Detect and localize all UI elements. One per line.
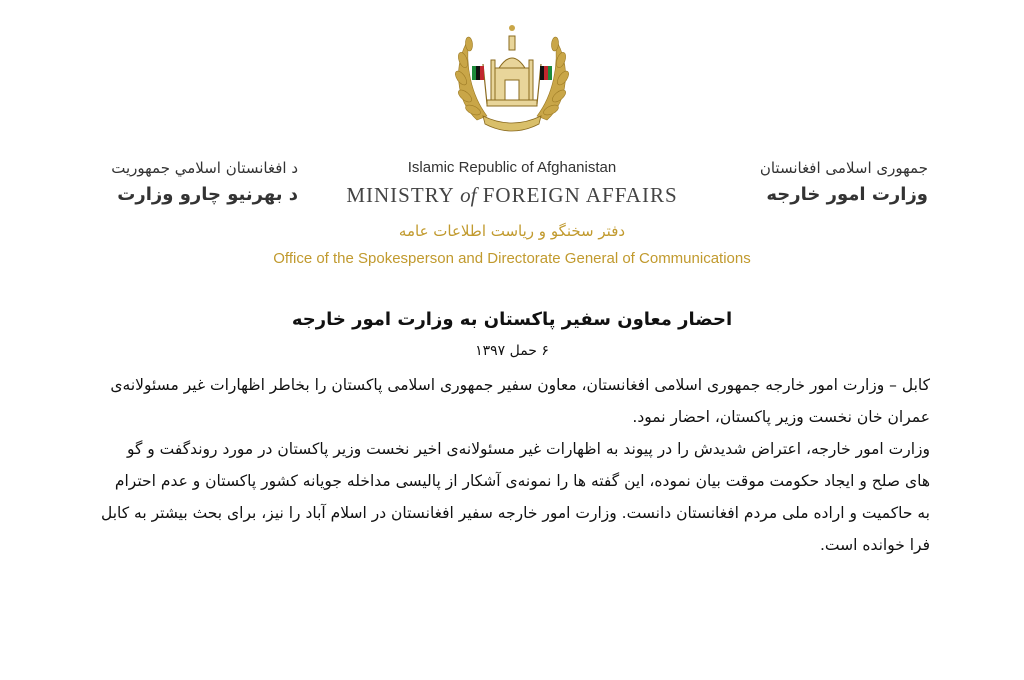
office-name-english: Office of the Spokesperson and Directorate General of Communications [273,250,751,267]
office-name-dari: دفتر سخنگو و ریاست اطلاعات عامه [398,222,626,240]
letterhead-english [312,158,712,212]
body-paragraph: کابل – وزارت امور خارجه جمهوری اسلامی افغانستان، معاون سفیر جمهوری اسلامی پاکستان را بخاطر اظهارات غیر مسئولانه‌ی عمران خان نخست وزیر پاکستان، احضار نمود. [110,376,930,426]
afghanistan-emblem-icon [447,20,577,138]
english-republic-name: Islamic Republic of Afghanistan [407,159,617,176]
press-release-body [100,369,930,561]
dari-republic-name: جمهوری اسلامی افغانستان [759,159,928,177]
pashto-republic-name: د افغانستان اسلامي جمهوريت [111,159,298,177]
press-release-title: احضار معاون سفیر پاکستان به وزارت امور خارجه [291,309,733,330]
letterhead-dari [728,158,928,212]
letterhead-pashto [98,158,298,212]
pashto-ministry-name: د بهرنيو چارو وزارت [117,184,298,205]
press-release-date: ۶ حمل ۱۳۹۷ [475,343,549,359]
dari-ministry-name: وزارت امور خارجه [766,184,928,205]
english-ministry-name: MINISTRY of FOREIGN AFFAIRS [346,183,678,207]
body-paragraph: وزارت امور خارجه، اعتراض شدیدش را در پیوند به اظهارات غیر مسئولانه‌ی اخیر نخست وزیر پاکستان در مورد روندگفت و گو های صلح و ایجاد حکومت موقت بیان نموده، این گفته ها را نمونه‌ی آشکار از پالیسی مداخله جویانه کشور پاکستان و عدم احترام به حاکمیت و اراده ملی مردم افغانستان دانست. وزارت امور خارجه سفیر افغانستان در اسلام آباد را نیز، برای بحث بیشتر به کابل فرا خوانده است. [100,440,930,554]
